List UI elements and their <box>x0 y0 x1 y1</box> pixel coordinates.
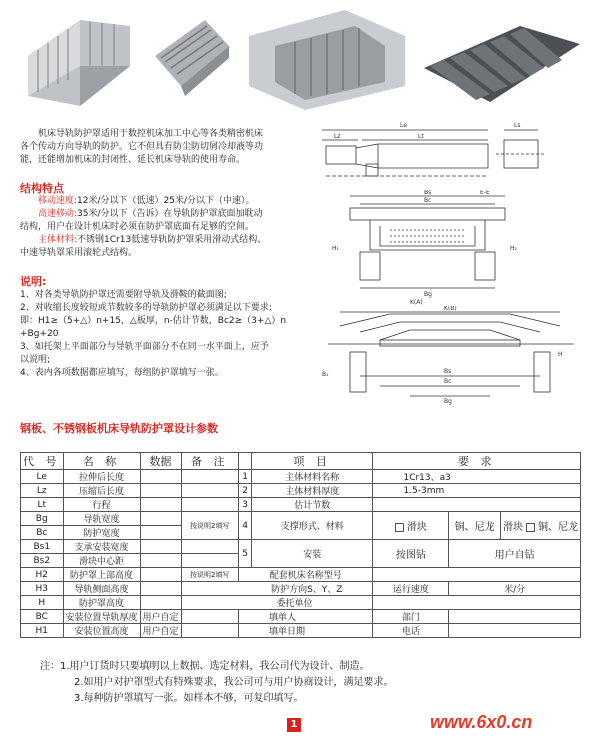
data-cell[interactable] <box>140 484 181 498</box>
svg-text:H₂: H₂ <box>510 245 517 252</box>
data-cell[interactable] <box>140 526 181 540</box>
req-cell[interactable] <box>373 596 581 610</box>
svg-text:Bg: Bg <box>444 398 452 405</box>
code-cell: H1 <box>21 624 64 638</box>
product-photo-3 <box>245 6 410 114</box>
table-row <box>21 484 581 498</box>
note-line: 2、对收缩长度较短或节数较多的导轨防护罩必须满足以下要求: <box>20 303 272 313</box>
option-checkbox[interactable] <box>526 523 535 532</box>
note-line: 以说明; <box>20 355 51 365</box>
data-cell[interactable] <box>140 554 181 568</box>
design-parameter-table <box>20 452 581 638</box>
remark-cell <box>181 610 238 624</box>
name-cell: 防护罩上部高度 <box>63 568 140 582</box>
product-photo-2 <box>145 6 235 114</box>
table-header-row <box>21 453 581 470</box>
item-cell: 配套机床名称型号 <box>238 568 372 582</box>
svg-text:H₁: H₁ <box>332 245 339 252</box>
data-cell[interactable] <box>140 498 181 512</box>
name-cell: 导轨侧面高度 <box>63 582 140 596</box>
svg-text:Ls: Ls <box>514 122 521 129</box>
remark-cell: 按说明2填写 <box>181 512 238 540</box>
svg-text:Bc: Bc <box>424 197 432 204</box>
req-cell: 1.5-3mm <box>373 484 581 498</box>
intro-line: 能，还能增加机床的封闭性、延长机床导轨的使用寿命。 <box>20 155 246 165</box>
table-row <box>21 540 581 554</box>
name-cell: 导轨宽度 <box>63 512 140 526</box>
name-cell: 压缩后长度 <box>63 484 140 498</box>
name-cell: 防护宽度 <box>63 526 140 540</box>
code-cell: Lz <box>21 484 64 498</box>
svg-text:K(A): K(A) <box>410 299 423 305</box>
table-row <box>21 582 581 596</box>
header-requirement: 要 求 <box>373 453 581 470</box>
technical-drawing-side <box>318 118 580 188</box>
svg-text:H: H <box>558 351 563 358</box>
data-cell[interactable] <box>140 470 181 484</box>
svg-text:Bc: Bc <box>444 378 452 385</box>
intro-line: 机床导轨防护罩适用于数控机床加工中心等各类精密机床 <box>38 129 264 139</box>
material-text: 不锈钢1Cr13低速导轨防护罩采用滑动式结构、 <box>77 235 267 245</box>
code-cell: Bg <box>21 512 64 526</box>
data-cell[interactable] <box>140 512 181 526</box>
product-photo-4 <box>420 6 585 114</box>
fast-move-text-2: 结构，用户在设计机床时必须在防护罩底面有足够的空间。 <box>20 222 255 232</box>
footnote-3: 3.每种防护罩填写一张。如样本不够，可复印填写。 <box>74 693 304 704</box>
header-blank <box>238 453 251 470</box>
req-cell: 1Cr13、a3 <box>373 470 581 484</box>
footnote-1: 注：1.用户订货时只要填明以上数据、选定材料，我公司代为设计、制造。 <box>40 661 370 672</box>
features-text <box>20 195 320 260</box>
num-cell: 4 <box>238 512 251 540</box>
code-cell: Lt <box>21 498 64 512</box>
header-item: 项 目 <box>252 453 373 470</box>
watermark-logo: www.6x0.cn <box>430 712 533 732</box>
req-cell <box>500 512 580 540</box>
footnote-2: 2.如用户对护罩型式有特殊要求，我公司可与用户协商设计，满足要求。 <box>74 677 394 688</box>
svg-text:Le: Le <box>400 122 407 129</box>
item-cell: 主体材料厚度 <box>252 484 373 498</box>
fast-move-label: 高速移动: <box>38 209 78 219</box>
name-cell: 行程 <box>63 498 140 512</box>
svg-text:Bs: Bs <box>424 190 432 196</box>
item-cell: 估计节数 <box>252 498 373 512</box>
intro-text <box>20 128 312 167</box>
table-row <box>21 624 581 638</box>
req-cell[interactable] <box>373 498 581 512</box>
name-cell: 支承安装宽度 <box>63 540 140 554</box>
item-cell: 运行速度 <box>373 582 449 596</box>
num-cell: 2 <box>238 484 251 498</box>
note-line: 4、表内各项数据都应填写，每组防护罩填写一张。 <box>20 368 224 378</box>
note-line: 3、如托架上平面部分与导轨平面部分不在同一水平面上，应予 <box>20 342 269 352</box>
code-cell: H3 <box>21 582 64 596</box>
table-row <box>21 512 581 526</box>
name-cell: 安装位置高度 <box>63 624 140 638</box>
code-cell: Le <box>21 470 64 484</box>
data-cell: 用户自定 <box>140 624 181 638</box>
name-cell: 安装位置导轨厚度 <box>63 610 140 624</box>
req-cell: 用户自钻 <box>449 540 581 568</box>
item-cell: 防护方向S、Y、Z <box>181 582 373 596</box>
intro-line: 各个传动方向导轨的防护。它不但具有防尘防切屑冷却液等功 <box>20 142 264 152</box>
option-checkbox[interactable] <box>395 523 404 532</box>
name-cell: 防护罩高度 <box>63 596 140 610</box>
remark-cell <box>181 470 238 484</box>
code-cell: H2 <box>21 568 64 582</box>
item-cell: 支撑形式、材料 <box>252 512 373 540</box>
copper-label: 铜、尼龙 <box>537 522 578 533</box>
item-cell: 电话 <box>373 624 449 638</box>
page-number: 1 <box>287 718 301 732</box>
material-label: 主体材料: <box>38 235 78 245</box>
code-cell: BC <box>21 610 64 624</box>
table-row <box>21 498 581 512</box>
header-code: 代 号 <box>21 453 64 470</box>
svg-text:Lt: Lt <box>418 133 424 140</box>
num-cell: 3 <box>238 498 251 512</box>
svg-text:Bs: Bs <box>444 368 452 375</box>
table-row <box>21 568 581 582</box>
data-cell[interactable] <box>140 596 181 610</box>
req-cell: 米/分 <box>449 582 581 596</box>
move-speed-label: 移动速度: <box>38 196 78 206</box>
remark-cell <box>181 498 238 512</box>
remark-cell <box>181 484 238 498</box>
material-text-2: 中速导轨罩采用滚轮式结构。 <box>20 248 138 258</box>
features-heading: 结构特点 <box>20 182 64 195</box>
req-cell[interactable] <box>373 568 581 582</box>
item-cell: 安装 <box>252 540 373 568</box>
svg-text:E-E: E-E <box>480 190 490 196</box>
remark-cell: 按说明2填写 <box>181 568 238 582</box>
table-row <box>21 596 581 610</box>
notes-heading: 说明: <box>20 275 47 288</box>
product-photo-1 <box>20 6 138 114</box>
item-cell: 填单日期 <box>238 624 372 638</box>
name-cell: 滑块中心距 <box>63 554 140 568</box>
item-cell: 填单人 <box>238 610 372 624</box>
fast-move-text: 35米/分以下（告诉）在导轨防护罩底面加耽动 <box>77 209 263 219</box>
name-cell: 拉伸后长度 <box>63 470 140 484</box>
note-line: +Bg+20 <box>20 329 59 339</box>
table-row <box>21 610 581 624</box>
req-cell: 按图钻 <box>373 540 449 568</box>
svg-text:B₁: B₁ <box>322 371 329 378</box>
remark-cell <box>181 554 238 568</box>
table-row <box>21 470 581 484</box>
code-cell: Bs2 <box>21 554 64 568</box>
svg-text:Lz: Lz <box>334 133 341 140</box>
header-remark: 备 注 <box>181 453 238 470</box>
remark-cell <box>181 624 238 638</box>
move-speed-text: 12米/分以下（低速）25米/分以下（中速）。 <box>77 196 255 206</box>
header-data: 数据 <box>140 453 181 470</box>
slider-label: 滑块 <box>502 522 523 533</box>
table-title: 钢板、不锈钢板机床导轨防护罩设计参数 <box>20 422 218 435</box>
code-cell: Bs1 <box>21 540 64 554</box>
num-cell: 1 <box>238 470 251 484</box>
item-cell: 委托单位 <box>181 596 373 610</box>
item-cell: 主体材料名称 <box>252 470 373 484</box>
note-line: 即：H1≥（5+△）n+15，△板厚，n-估计节数，Bc2≥（3+△）n <box>20 316 287 326</box>
data-cell[interactable] <box>140 540 181 554</box>
data-cell[interactable] <box>140 582 181 596</box>
svg-text:K(B): K(B) <box>444 306 457 312</box>
data-cell[interactable] <box>140 568 181 582</box>
technical-drawing-section-2 <box>320 306 582 406</box>
notes-text <box>20 289 340 380</box>
req-cell[interactable] <box>449 624 581 638</box>
data-cell: 用户自定 <box>140 610 181 624</box>
req-cell: 铜、尼龙 <box>449 512 501 540</box>
remark-cell <box>181 540 238 554</box>
technical-drawing-section-1 <box>330 190 525 305</box>
svg-text:Bg: Bg <box>424 291 432 298</box>
slider-label: 滑块 <box>406 522 427 533</box>
item-cell: 部门 <box>373 610 449 624</box>
req-cell <box>373 512 449 540</box>
code-cell: H <box>21 596 64 610</box>
req-cell[interactable] <box>449 610 581 624</box>
header-name: 名 称 <box>63 453 140 470</box>
num-cell: 5 <box>238 540 251 568</box>
note-line: 1、对各类导轨防护罩还需要附导轨及滑鞍的截面图; <box>20 290 227 300</box>
code-cell: Bc <box>21 526 64 540</box>
